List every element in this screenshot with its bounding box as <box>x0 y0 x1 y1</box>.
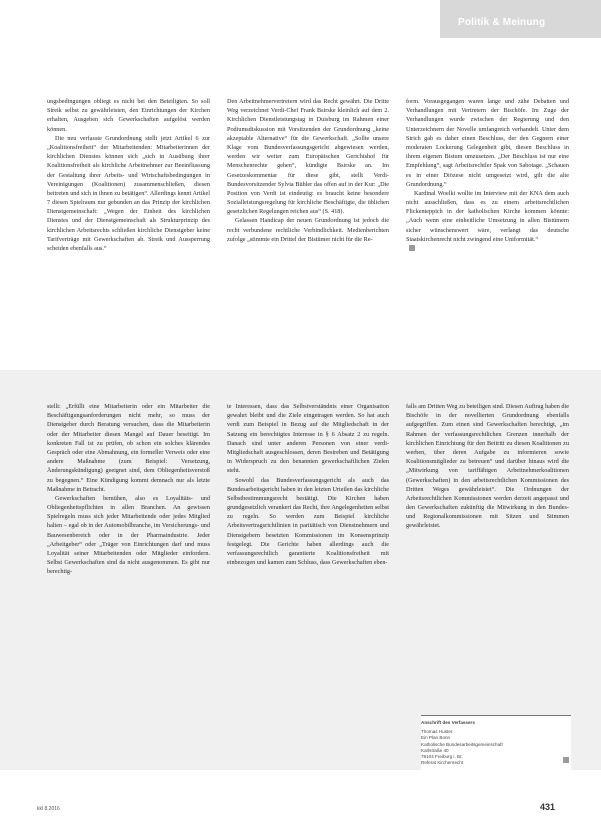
end-mark-icon <box>563 757 569 763</box>
address-line: Referat Kirchenrecht <box>421 760 464 766</box>
address-line: Katholische Bundesarbeitsgemeinschaft <box>421 741 503 747</box>
issue-label: kkl 8.2016 <box>37 806 60 812</box>
address-line: Karlstraße 40 <box>421 747 449 753</box>
top-column-3 <box>406 97 569 253</box>
paragraph: Sowohl das Bundesverfassungsgericht als auch das Bundesarbeitsgericht haben in den letzten Urteilen das kirchliche Selbstbestimmungsrecht bestätigt. Die Kirchen haben grundgesetzlich verankert das Recht, ihre Angelegenheiten selbst zu regeln. So werden zum Beispiel kirchliche Arbeitsvertragsrichtlinien in paritätisch von Dienstnehmern und Dienstgebern besetzten Kommissionen im Konsensprinzip festgelegt. Die Gerichte haben allerdings auch die verfassungsrechtlich garantierte Koalitionsfreiheit mit einbezogen und kamen zum Schluss, dass Gewerkschaften eben- <box>227 476 389 567</box>
paragraph: ungsbedingungen obliegt es nicht bei den Beteiligten. So soll Streik selbst zu gewährleisten, den Einrichtungen der Kirchen erhalten, Ausgeben sich Gewerkschaften aufgelöst werden können. <box>47 98 210 133</box>
bottom-column-1 <box>47 402 210 577</box>
paragraph: falls am Dritten Weg zu beteiligen sind. Diesen Auftrag haben die Bischöfe in der novellierten Grundordnung ebenfalls aufgegriffen. Zum einen sind Gewerkschaften berechtigt, „im Rahmen der verfassungsrechtlichen Grenzen innerhalb der kirchlichen Einrichtung für den Beitritt zu diesen Koalitionen zu werben, über deren Aufgabe zu informieren sowie Koalitionsmitglieder zu betreuen“ und darüber hinaus wird die „Mitwirkung von tariffähigen Arbeitnehmerkoalitionen (Gewerkschaften) in den arbeitsrechtlichen Kommissionen des Dritten Weges gewährleistet“. Die Ordnungen der Arbeitsrechtlichen Kommissionen werden derzeit angepasst und den Gewerkschaften zukünftig die Mitwirkung in den Bundes- und Regionalkommissionen mit Sitzen und Stimmen gewährleistet. <box>406 403 569 530</box>
top-column-1 <box>47 97 210 253</box>
bottom-column-2 <box>227 402 389 567</box>
bottom-column-3 <box>406 402 569 531</box>
divider <box>421 715 571 716</box>
address-line: Thomas Huster <box>421 729 453 735</box>
address-line: 79104 Freiburg i. Br. <box>421 754 463 760</box>
paragraph: Die neu verfasste Grundordnung stellt jetzt Artikel 6 zur „Koalitionsfreiheit“ der Mitarbeitenden: Mitarbeiterinnen der kirchlichen Dienstes können sich „sich in Ausübung ihrer Koalitionsfreiheit als kirchliche Arbeitnehmer zur Beeinflussung der Gestaltung ihrer Arbeits- und Wirtschaftsbedingungen in Vereinigungen (Koalitionen) zusammenschließen, diesen beitreten und sich in ihnen zu betätigen“. Allerdings kennt Artikel 7 diesen Spielraum nur gebunden an das Prinzip der kirchlichen Dienstgemeinschaft: „Wegen der Einheit des kirchlichen Dienstes und der Dienstgemeinschaft als Strukturprinzip des kirchlichen Arbeitsrechts schließen kirchliche Dienstgeber keine Tarifverträge mit Gewerkschaften ab. Streik und Aussperrung scheiden ebenfalls aus.“ <box>47 134 210 252</box>
author-address-box <box>421 715 571 777</box>
paragraph: te Interessen, dass das Selbstverständnis einer Organisation gewahrt bleibt und die Ziele eingetragen werden. So hat auch verdi zum Beispiel in Bezug auf die Mitgliedschaft in der Satzung ein berechtigtes Interesse in § 6 Absatz 2 zu regeln. Danach sind unter anderen Personen von einer verdi-Mitgliedschaft ausgeschlossen, deren Bestreben und Betätigung in Widerspruch zu den benannten gewerkschaftlichen Zielen steht. <box>227 403 389 475</box>
section-title: Politik & Meinung <box>458 17 546 28</box>
address-title: Anschrift des Verfassers <box>421 720 475 725</box>
address-line: Ein Plan Bonn <box>421 735 451 741</box>
paragraph: form. Vorausgegangen waren lange und zähe Debatten und Verhandlungen mit Vertretern der Bischöfe. Im Zuge der Verhandlungen wurde zwischen der Regierung und den Unterzeichnern der Novelle umfangreich verhandelt. Unter dem Strich gab es daher einen Beschluss, der den Gegnern einer moderaten Lockerung Gelegenheit gibt, diesen Beschluss in ihrem eigenen Bistum umzusetzen. „Der Beschluss ist nur eine Empfehlung“, sagt Arbeitsrechtler Spak von Sabotage. „Schauen es in einer Diözese nicht umgesetzt wird, gilt die alte Grundordnung.“ <box>406 98 569 188</box>
page-number: 431 <box>540 802 556 812</box>
paragraph: Gewerkschaften bemühen, also es Loyalitäts- und Obliegenheitspflichten in allen Branchen. An gewissen Spielregeln muss sich jeder Mitarbeitende oder jedes Mitglied halten – egal ob in der Automobilbranche, im Versicherungs- und Bauwesenbereich oder in der Pharmaindustrie. Jeder „Arbeitgeber“ oder „Träger von Einrichtungen darf und muss Loyalität seiner Mitarbeitenden oder Mitglieder einfordern. Selbst Gewerkschaften sind da nicht ausgenommen. Es gibt nur berechtig- <box>47 494 210 576</box>
top-column-2 <box>227 97 389 244</box>
paragraph: Kardinal Woelki wollte im Interview mit der KNA dem auch nicht ausschließen, dass es zu einem arbeitsrechtlichen Flickenteppich in der katholischen Kirche kommen könnte: „Auch wenn eine einheitliche Umsetzung in allen Bistümern sicher wünschenswert wäre, verlangt das deutsche Staatskirchenrecht nicht zwingend eine Uniformität.“ <box>406 189 569 243</box>
paragraph: stellt: „Erfüllt eine Mitarbeiterin oder ein Mitarbeiter die Beschäftigungsanforderungen nicht mehr, so muss der Dienstgeber durch Beratung versuchen, dass die Mitarbeiterin oder der Mitarbeiter diesen Mangel auf Dauer beseitigt. Im konkreten Fall ist zu prüfen, ob schon ein solches klärendes Gespräch oder eine Abmahnung, ein formeller Verweis oder eine andere Maßnahme (zum Beispiel: Versetzung, Änderungskündigung) geeignet sind, dem Obliegenheitsverstoß zu begegnen.“ Eine Kündigung kommt demnach nur als letzte Maßnahme in Betracht. <box>47 403 210 493</box>
paragraph: Gelassen Handicap der neuen Grundordnung ist jedoch die recht verbundene rechtliche Verbindlichkeit. Medienberichten zufolge „stimmte ein Drittel der Bistümer nicht für die Re- <box>227 217 389 243</box>
section-header <box>440 0 601 38</box>
paragraph: Den Arbeitnehmervertretern wird das Recht gewährt. Die Dritte Weg verzeichnet Verdi-Chef Frank Bsirske kleinlich auf dem 2. Kirchlichen Dienstleistungstag in Duisburg im Rahmen einer Podiumsdiskussion mit Vorsitzenden der Grundordnung „keine akzeptable Alternative“ für die Gewerkschaft. „Sollte unsere Klage vom Bundesverfassungsgericht abgewiesen werden, werden wir weiter zum Europäischen Gerichtshof für Menschenrechte gehen“, kündigte Bsirske an. Im Gesetzeskommentar für diese gibt, stellt Verdi-Bundesvorsitzender Sylvia Bühler das offen auf in der Kur: „Die Position von Verdi ist eindeutig: es braucht keine besondere Sozialleistungsregelung für kirchliche Beschäftigte, die üblichen gesetzlichen Regelungen reichen aus“ (S. 418). <box>227 98 389 216</box>
end-mark-icon <box>409 245 415 251</box>
